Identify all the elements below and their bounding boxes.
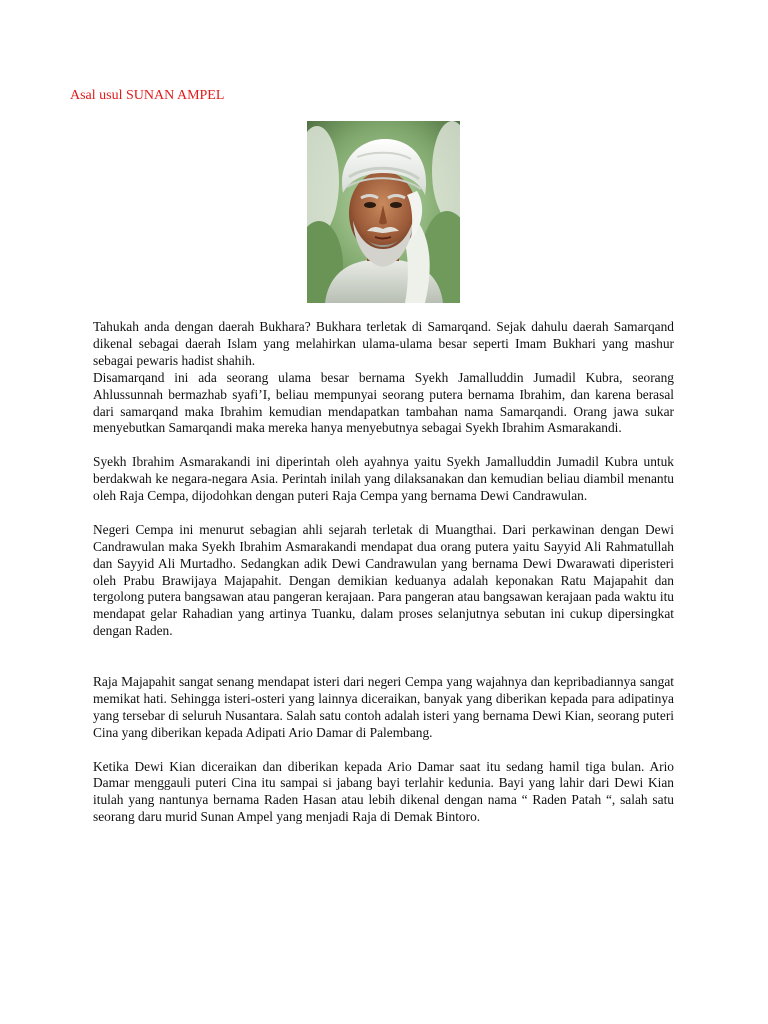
paragraph-spacer — [93, 640, 674, 674]
paragraph-raja-majapahit: Raja Majapahit sangat senang mendapat isteri dari negeri Cempa yang wajahnya dan kepribadiannya sangat memikat hati. Sehingga isteri-osteri yang lainnya diceraikan, banyak yang diberikan kepada para adipatinya yang tersebar di seluruh Nusantara. Salah satu contoh adalah isteri yang bernama Dewi Kian, seorang puteri Cina yang diberikan kepada Adipati Ario Damar di Palembang. — [93, 673, 674, 740]
portrait-of-sunan-ampel-icon — [307, 121, 460, 303]
paragraph-spacer — [93, 505, 674, 522]
document-title: Asal usul SUNAN AMPEL — [70, 88, 225, 103]
paragraph-negeri-cempa: Negeri Cempa ini menurut sebagian ahli sejarah terletak di Muangthai. Dari perkawinan dengan Dewi Candrawulan maka Syekh Ibrahim Asmarakandi mendapat dua orang putera yaitu Sayyid Ali Rahmatullah dan Sayyid Ali Murtadho. Sedangkan adik Dewi Candrawulan yang bernama Dewi Dwarawati diperisteri oleh Prabu Brawijaya Majapahit. Dengan demikian keduanya adalah keponakan Ratu Majapahit dan tergolong putera bangsawan atau pangeran kerajaan. Para pangeran atau bangsawan kerajaan pada waktu itu mendapat gelar Rahadian yang artinya Tuanku, dalam proses selanjutnya sebutan ini cukup dipersingkat dengan Raden. — [93, 521, 674, 639]
paragraph-samarqand: Disamarqand ini ada seorang ulama besar bernama Syekh Jamalluddin Jumadil Kubra, seorang Ahlussunnah bermazhab syafi’I, beliau mempunyai seorang putera bernama Ibrahim, dan karena berasal dari samarqand maka Ibrahim kemudian mendapatkan tambahan nama Samarqandi. Orang jawa sukar menyebutkan Samarqandi maka mereka hanya menyebutnya sebagai Syekh Ibrahim Asmarakandi. — [93, 369, 674, 436]
paragraph-bukhara: Tahukah anda dengan daerah Bukhara? Bukhara terletak di Samarqand. Sejak dahulu daerah Samarqand dikenal sebagai daerah Islam yang melahirkan ulama-ulama besar seperti Imam Bukhari yang mashur sebagai pewaris hadist shahih. — [93, 319, 674, 368]
document-body — [93, 319, 674, 826]
paragraph-spacer — [93, 742, 674, 759]
paragraph-dewi-kian: Ketika Dewi Kian diceraikan dan diberikan kepada Ario Damar saat itu sedang hamil tiga bulan. Ario Damar menggauli puteri Cina itu sampai si jabang bayi terlahir kedunia. Bayi yang lahir dari Dewi Kian itulah yang nantunya bernama Raden Hasan atau lebih dikenal dengan nama “ Raden Patah “, salah satu seorang daru murid Sunan Ampel yang menjadi Raja di Demak Bintoro. — [93, 758, 674, 825]
portrait-image — [307, 121, 460, 303]
paragraph-spacer — [93, 437, 674, 454]
paragraph-ibrahim-asmarakandi: Syekh Ibrahim Asmarakandi ini diperintah oleh ayahnya yaitu Syekh Jamalluddin Jumadil Kubra untuk berdakwah ke negara-negara Asia. Perintah inilah yang dilaksanakan dan kemudian beliau diambil menantu oleh Raja Cempa, dijodohkan dengan puteri Raja Cempa yang bernama Dewi Candrawulan. — [93, 454, 674, 504]
